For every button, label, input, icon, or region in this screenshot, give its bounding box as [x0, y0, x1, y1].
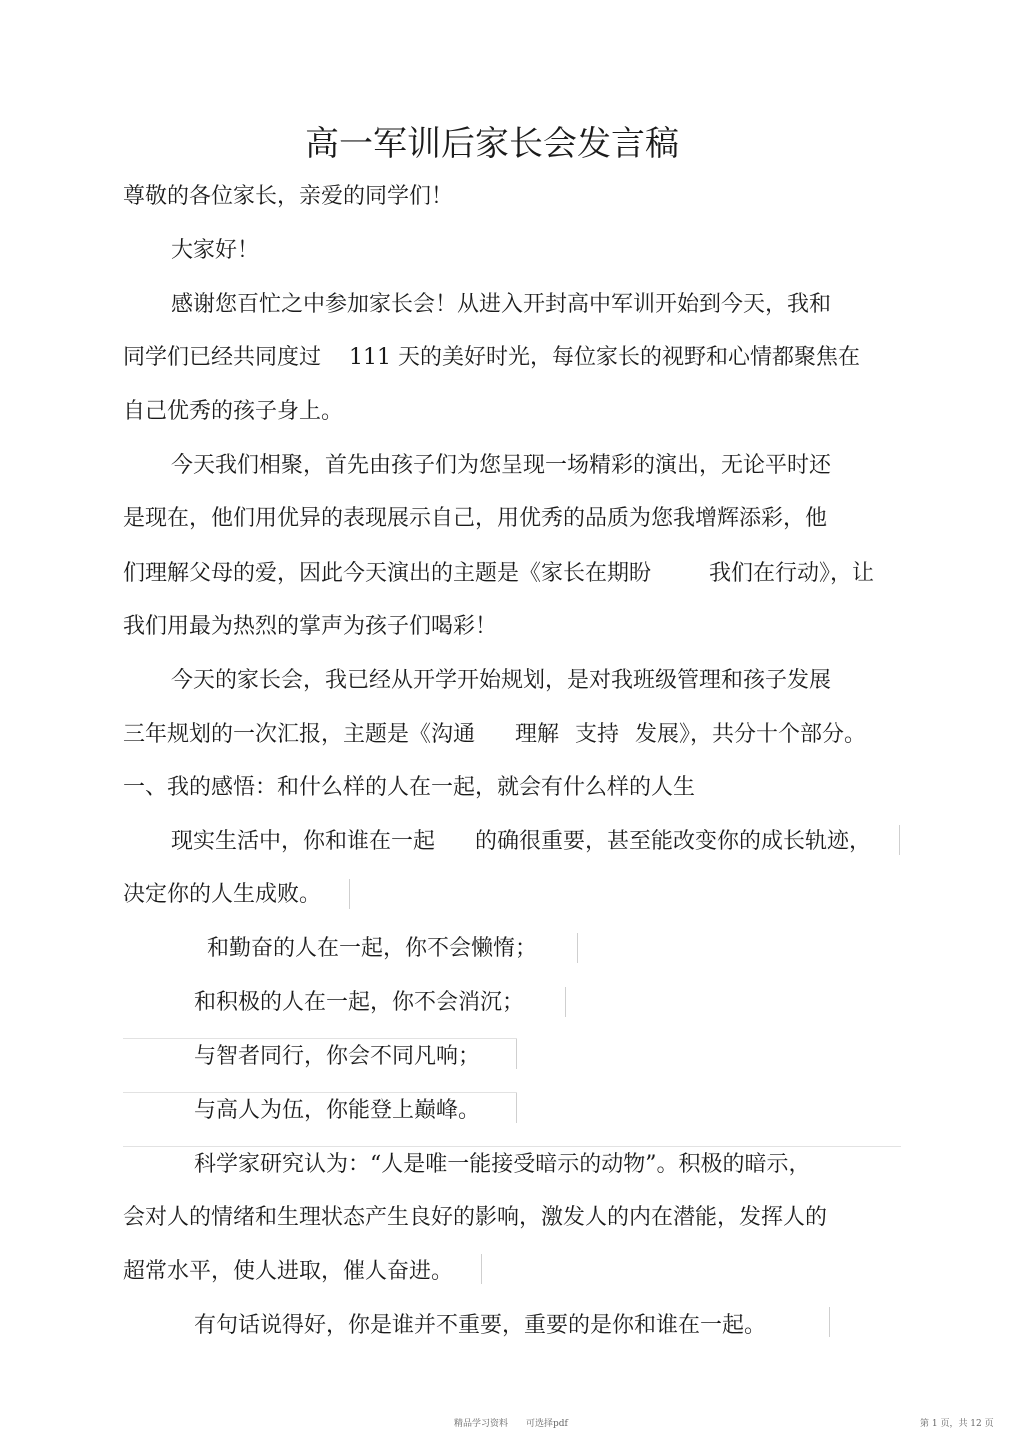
paragraph-line — [123, 343, 860, 373]
paragraph-line: 是现在，他们用优异的表现展示自己，用优秀的品质为您我增辉添彩，他 — [123, 506, 828, 531]
cell-border — [899, 825, 900, 855]
paragraph-line: 今天的家长会，我已经从开学开始规划，是对我班级管理和孩子发展 — [171, 668, 832, 693]
paragraph-line — [123, 559, 874, 589]
cell-border — [123, 1092, 517, 1093]
paragraph-line: 有句话说得好，你是谁并不重要，重要的是你和谁在一起。 — [194, 1313, 767, 1338]
cell-border — [577, 933, 578, 963]
cell-border — [829, 1307, 830, 1337]
text-segment: 们理解父母的爱，因此今天演出的主题是《家长在期盼 — [123, 561, 652, 586]
cell-border — [516, 1093, 517, 1123]
paragraph-line: 决定你的人生成败。 — [123, 882, 322, 907]
document-title: 高一军训后家长会发言稿 — [305, 124, 679, 164]
cell-border — [123, 1038, 517, 1039]
footer-page-number: 第 1 页，共 12 页 — [920, 1419, 994, 1429]
footer-left: 精品学习资料 可选择pdf — [454, 1419, 568, 1429]
section-heading: 一、我的感悟：和什么样的人在一起，就会有什么样的人生 — [123, 775, 696, 800]
text-segment: 三年规划的一次汇报，主题是《沟通 — [123, 722, 476, 747]
paragraph-line — [171, 827, 871, 857]
quote-line: 与智者同行，你会不同凡响； — [194, 1044, 481, 1069]
cell-border — [516, 1039, 517, 1069]
text-segment: 支持 — [575, 722, 620, 747]
paragraph-line: 今天我们相聚，首先由孩子们为您呈现一场精彩的演出，无论平时还 — [171, 453, 832, 478]
text-segment: 现实生活中，你和谁在一起 — [171, 829, 436, 854]
text-segment: 同学们已经共同度过 — [123, 345, 322, 370]
cell-border — [123, 1146, 901, 1147]
text-segment: 的确很重要，甚至能改变你的成长轨迹， — [475, 829, 872, 854]
paragraph-line — [123, 720, 866, 750]
paragraph-line: 感谢您百忙之中参加家长会！从进入开封高中军训开始到今天，我和 — [171, 292, 832, 317]
paragraph-line: 会对人的情绪和生理状态产生良好的影响，激发人的内在潜能，发挥人的 — [123, 1205, 828, 1230]
paragraph-line: 自己优秀的孩子身上。 — [123, 399, 344, 424]
cell-border — [565, 987, 566, 1017]
paragraph-line: 科学家研究认为：“人是唯一能接受暗示的动物”。积极的暗示， — [194, 1152, 811, 1177]
text-segment: 我们在行动》，让 — [709, 561, 875, 586]
paragraph-line: 我们用最为热烈的掌声为孩子们喝彩！ — [123, 614, 498, 639]
quote-line: 和勤奋的人在一起，你不会懒惰； — [207, 936, 538, 961]
text-segment: 发展》，共分十个部分。 — [635, 722, 867, 747]
text-segment: 111 天的美好时光，每位家长的视野和心情都聚焦在 — [349, 345, 861, 370]
cell-border — [349, 879, 350, 909]
text-segment: 理解 — [515, 722, 560, 747]
quote-line: 与高人为伍，你能登上巅峰。 — [194, 1098, 481, 1123]
salutation: 尊敬的各位家长，亲爱的同学们！ — [123, 184, 454, 209]
paragraph-line: 超常水平，使人进取，催人奋进。 — [123, 1259, 454, 1284]
greeting: 大家好！ — [171, 238, 260, 263]
quote-line: 和积极的人在一起，你不会消沉； — [194, 990, 525, 1015]
cell-border — [481, 1254, 482, 1284]
